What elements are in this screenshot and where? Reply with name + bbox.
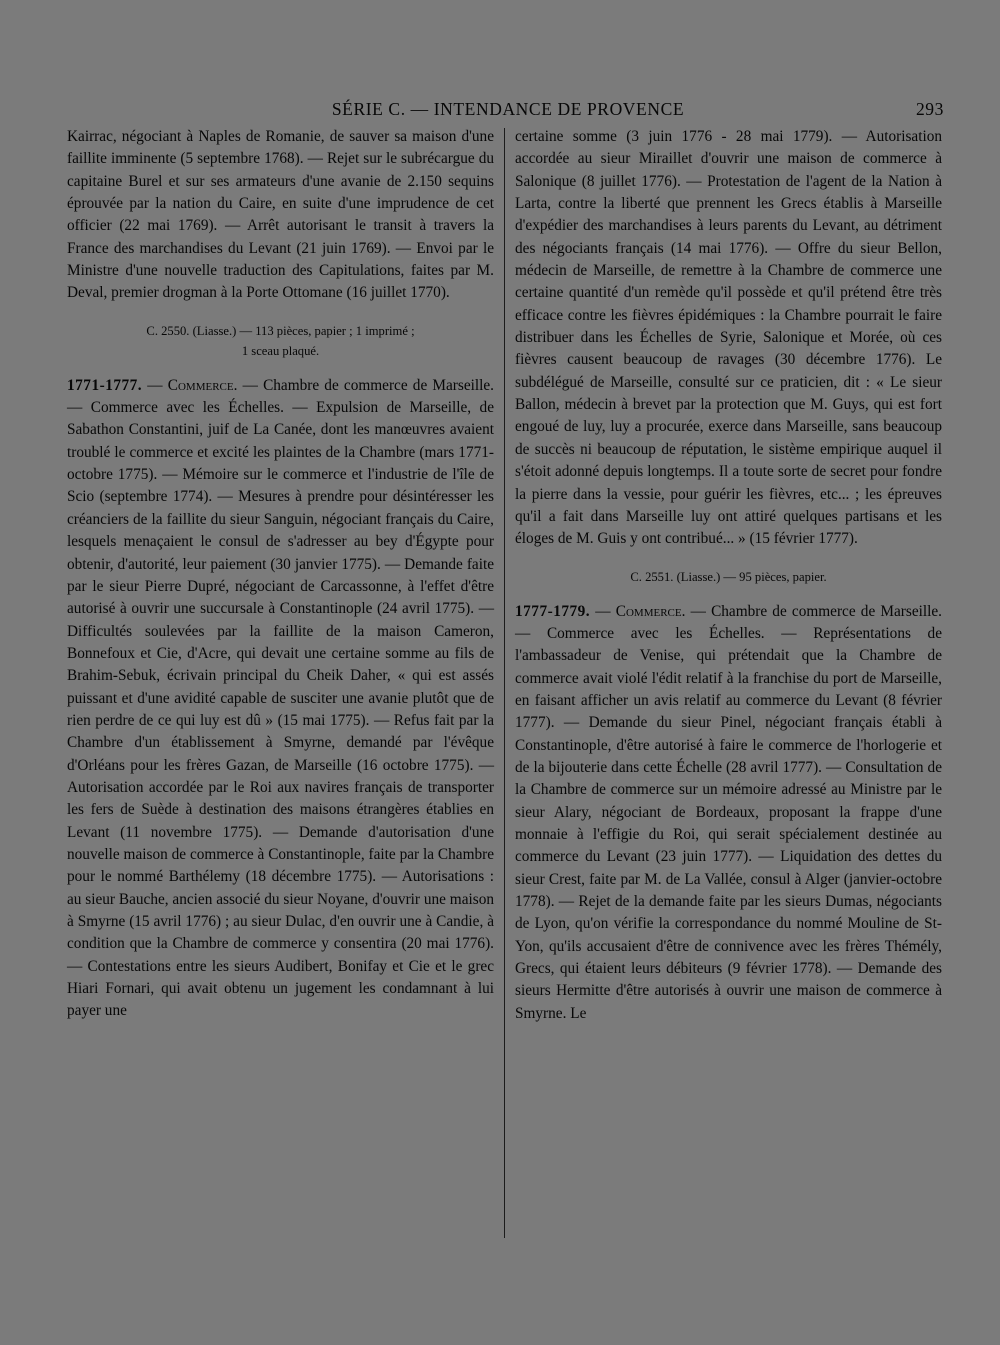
entry-text: — Chambre de commerce de Marseille. — Commerce avec les Échelles. — Expulsion de Marseille, de Sabathon Constantini, juif de La Canée, dont les manœuvres avaient troublé le commerce et excité les plaintes de la Chambre (mars 1771-octobre 1775). — Mémoire sur le commerce et l'industrie de l'île de Scio (septembre 1774). — Mesures à prendre pour désintéresser les créanciers de la faillite du sieur Sanguin, négociant français du Caire, lesquels menaçaient le consul de s'adresser au bey d'Égypte pour obtenir, d'autorité, leur paiement (30 janvier 1775). — Demande faite par le sieur Pierre Dupré, négociant de Carcassonne, à l'effet d'être autorisé à ouvrir une succursale à Constantinople (24 avril 1775). — Difficultés soulevées par la faillite de la maison Cameron, Bonnefoux et Cie, d'Acre, qui devait une certaine somme au fils de Brahim-Sebuk, écrivain principal du Cheik Daher, « qui est assés puissant et d'une avidité capable de susciter une avanie plutôt que de rien perdre de ce qui luy est dû » (15 mai 1775). — Refus fait par la Chambre d'un établissement à Smyrne, demandé par l'évêque d'Orléans pour les frères Gazan, de Marseille (16 octobre 1775). — Autorisation accordée par le Roi aux navires français de transporter les fers de Suède à destination des maisons étrangères établies en Levant (11 novembre 1775). — Demande d'autorisation d'une nouvelle maison de commerce à Constantinople, faite par la Chambre pour le nommé Barthélemy (18 décembre 1775). — Autorisations : au sieur Bauche, ancien associé du sieur Noyane, d'ouvrir une maison à Smyrne (15 avril 1776) ; au sieur Dulac, d'en ouvrir une à Candie, à condition que la Chambre de commerce y consentira (20 mai 1776). — Contestations entre les sieurs Audibert, Bonifay et Cie et le grec Hiari Fornari, qui avait obtenu un jugement les condamnant à lui payer une [67,376,494,1020]
right-column [515,126,942,1025]
cote-line: 1 sceau plaqué. [241,343,320,358]
page-number: 293 [915,99,944,119]
cote-line: C. 2551. (Liasse.) — 95 pièces, papier. [630,569,827,584]
entry-paragraph [67,375,494,1023]
cote-heading [67,321,494,361]
column-divider [504,128,505,1238]
entry-years: 1777-1779. [515,602,591,620]
running-title: SÉRIE C. — INTENDANCE DE PROVENCE [331,99,685,119]
entry-paragraph [515,601,942,1026]
entry-label: — Commerce. [147,376,238,394]
entry-years: 1771-1777. [67,376,143,394]
entry-label: — Commerce. [595,602,686,620]
paragraph-continuation: Kairrac, négociant à Naples de Romanie, de sauver sa maison d'une faillite imminente (5 septembre 1768). — Rejet sur le subrécargue du capitaine Burel et sur ses armateurs d'une avanie de 2.150 sequins éprouvée par la nation du Caire, en suite d'une imprudence de cet officier (22 mai 1769). — Arrêt autorisant le transit à travers la France des marchandises du Levant (21 juin 1769). — Envoi par le Ministre d'une nouvelle traduction des Capitulations, faites par M. Deval, premier drogman à la Porte Ottomane (16 juillet 1770). [67,128,494,302]
left-column [67,126,494,1023]
cote-heading [515,567,942,587]
cote-line: C. 2550. (Liasse.) — 113 pièces, papier ; 1 imprimé ; [146,323,415,338]
page-header [70,99,946,123]
paragraph-continuation: certaine somme (3 juin 1776 - 28 mai 1779). — Autorisation accordée au sieur Miraillet d'ouvrir une maison de commerce à Salonique (8 juillet 1776). — Protestation de l'agent de la Nation à Larta, contre la liberté que prennent les Grecs établis à Marseille d'expédier des marchandises à leurs parents du Levant, au détriment des négociants français (14 mai 1776). — Offre du sieur Bellon, médecin de Marseille, de remettre à la Chambre de commerce une certaine quantité d'un remède qu'il possède et qu'il prétend être très efficace contre les fièvres épidémiques : la Chambre pourrait le faire distribuer dans les Échelles de Syrie, Salonique et Morée, où ces fièvres causent beaucoup de ravages (30 décembre 1776). Le subdélégué de Marseille, consulté sur ce praticien, dit : « Le sieur Ballon, médecin à brevet par la protection que M. Guys, qui est fort engoué de luy, luy a procurée, exerce dans Marseille, sans beaucoup de succès ni beaucoup de réputation, le sistème empirique auquel il s'étoit adonné depuis longtemps. Il a toute sorte de secret pour fondre la pierre dans la vessie, pour guérir les fièvres, etc... ; les épreuves qu'il a fait dans Marseille luy ont attiré quelques partisans et les éloges de M. Guis y ont contribué... » (15 février 1777). [515,128,942,548]
entry-text: — Chambre de commerce de Marseille. — Commerce avec les Échelles. — Représentations de l'ambassadeur de Venise, qui prétendait que la Chambre de commerce avait violé l'édit relatif à la franchise du port de Marseille, en faisant afficher un avis relatif au commerce du Levant (8 février 1777). — Demande du sieur Pinel, négociant français établi à Constantinople, d'être autorisé à faire le commerce de l'horlogerie et de la bijouterie dans cette Échelle (28 avril 1777). — Consultation de la Chambre de commerce sur un mémoire adressé au Ministre par le sieur Alary, négociant de Bordeaux, proposant la frappe d'une monnaie à l'effigie du Roi, qui serait spécialement destinée au commerce du Levant (23 juin 1777). — Liquidation des dettes du sieur Crest, faite par M. de La Vallée, consul à Alger (janvier-octobre 1778). — Rejet de la demande faite par les sieurs Dumas, négociants de Lyon, qu'on vérifie la correspondance du nommé Mouline de St-Yon, qu'ils accusaient d'être de connivence avec les frères Thémély, Grecs, qui étaient leurs débiteurs (9 février 1778). — Demande des sieurs Hermitte d'être autorisés à ouvrir une maison de commerce à Smyrne. Le [515,602,942,1022]
